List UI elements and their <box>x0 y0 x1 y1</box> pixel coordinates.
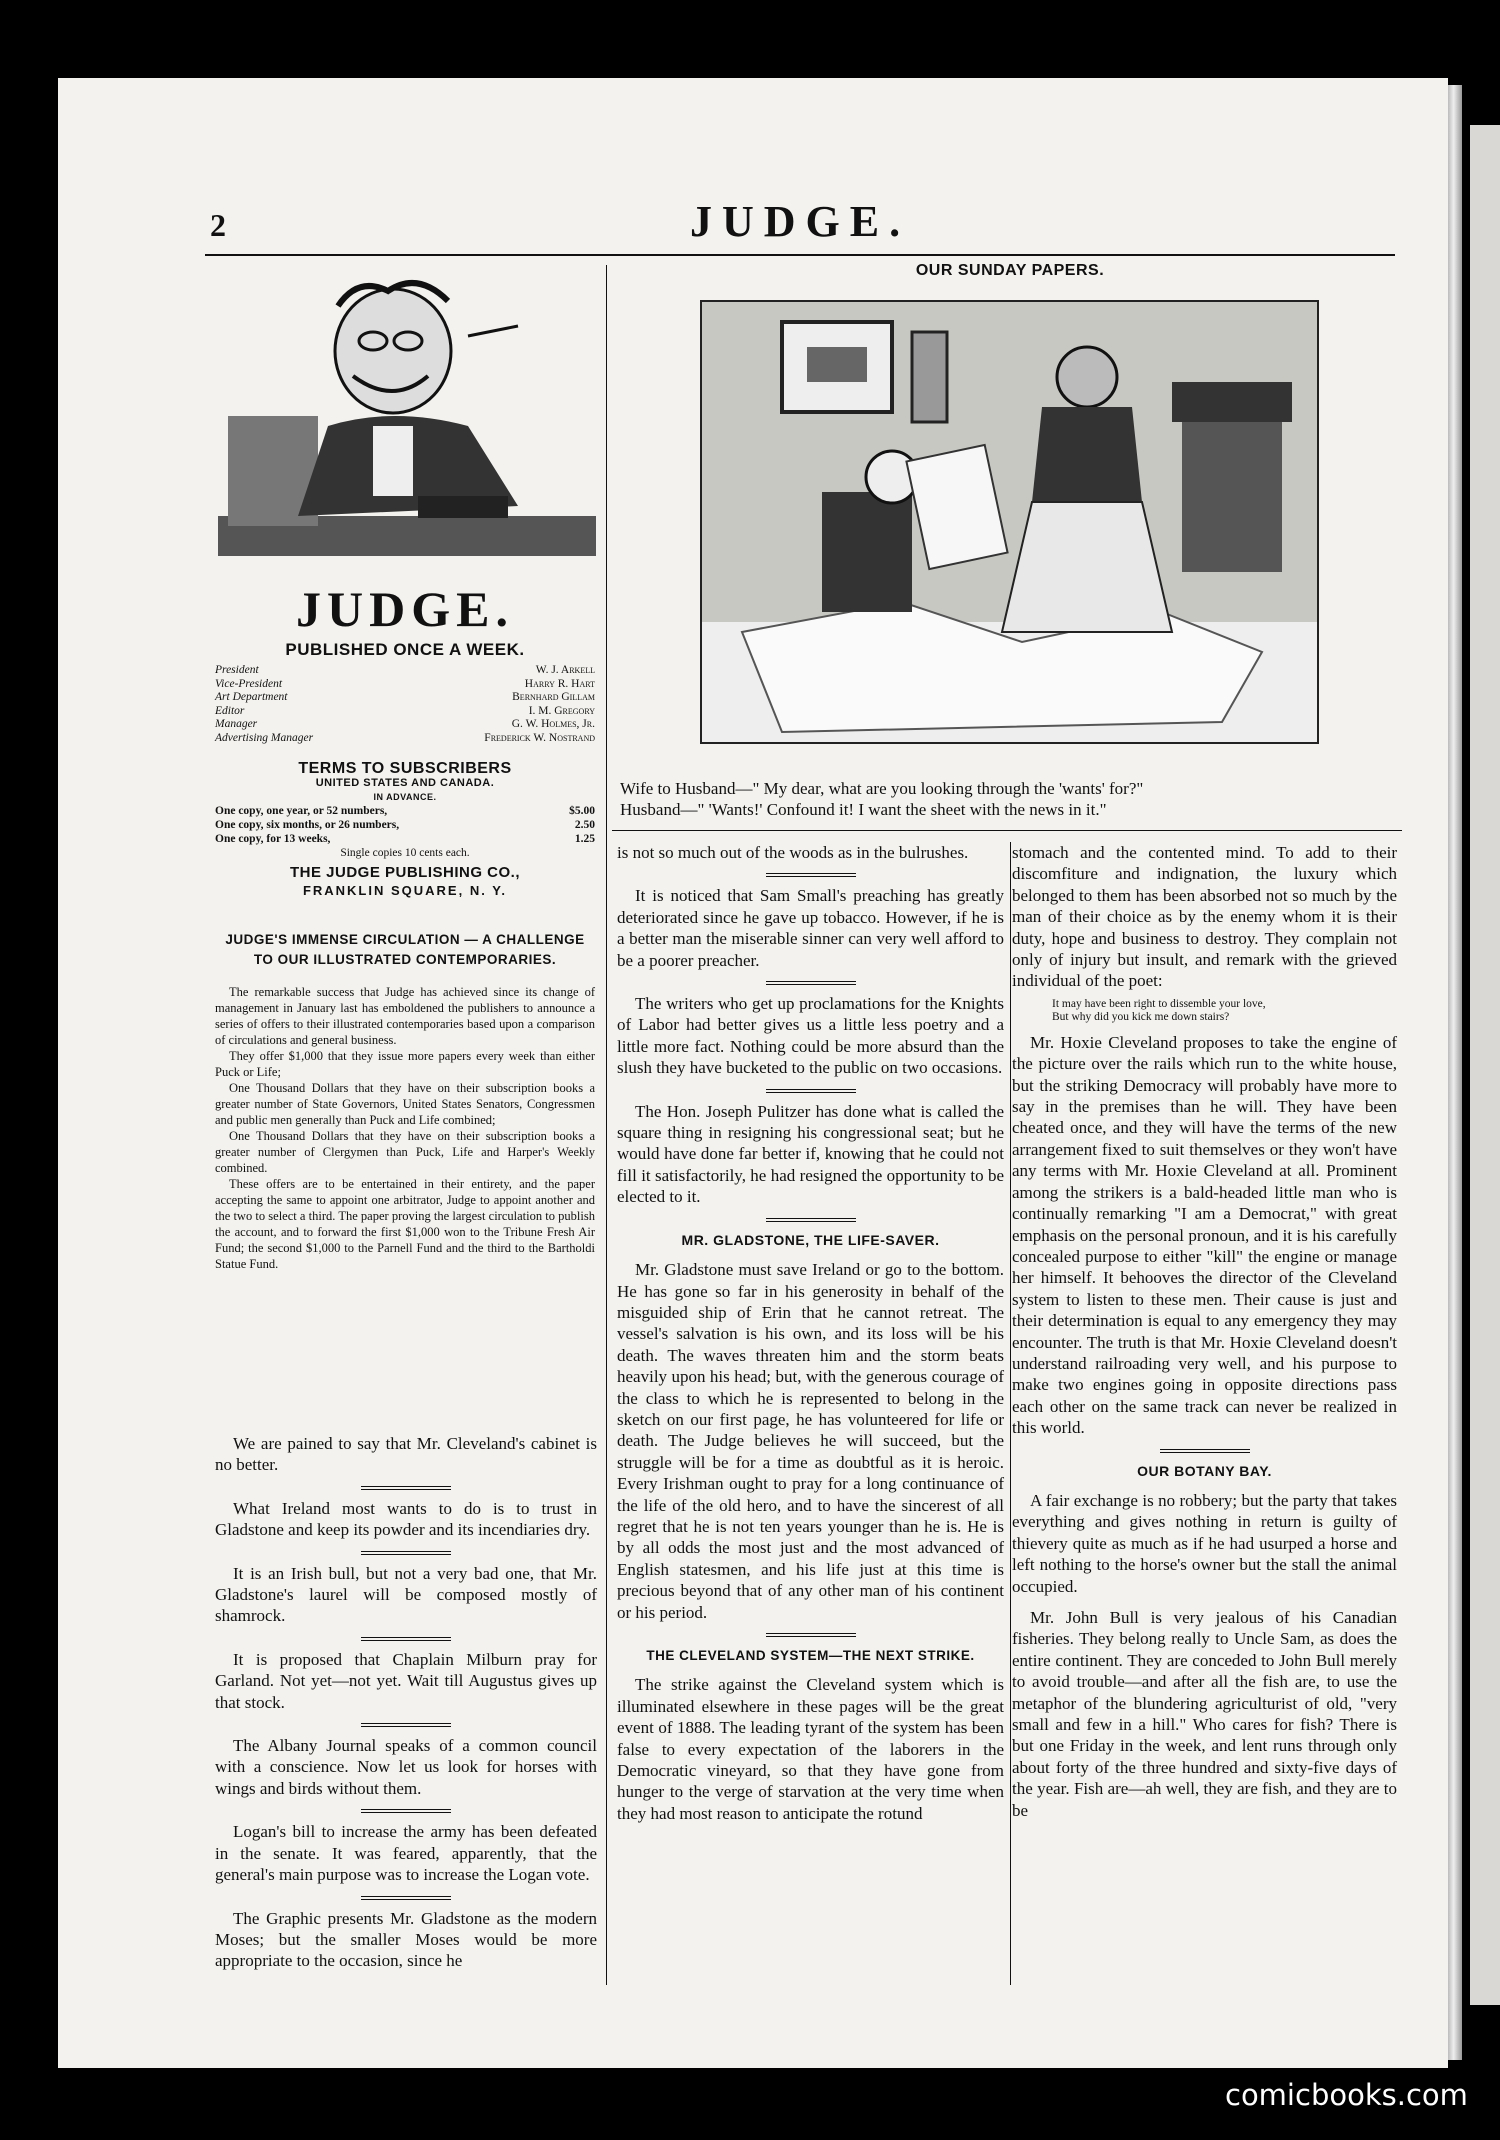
verse-line: It may have been right to dissemble your love, <box>1052 997 1266 1010</box>
botany-heading: OUR BOTANY BAY. <box>1137 1462 1272 1479</box>
cartoon-caption <box>620 778 1390 820</box>
separator <box>361 1809 451 1813</box>
article-para: stomach and the contented mind. To add to their discomfiture and indignation, the luxury which belonged to them has been absorbed not so much by the man of their choice as by the enemy whom it is their duty, hope and business to destroy. They complain not only of injury but insult, and remark with the grieved individual of the poet: <box>1012 843 1397 991</box>
rate-row: One copy, for 13 weeks, 1.25 <box>215 833 595 845</box>
officer-row: President W. J. Arkell <box>215 664 595 676</box>
circulation-para: One Thousand Dollars that they have on their subscription books a greater number of State Governors, United States Senators, Congressmen and public men generally than Puck and Life combined; <box>215 1081 595 1127</box>
article-para: What Ireland most wants to do is to trust in Gladstone and keep its powder and its incendiaries dry. <box>215 1498 597 1540</box>
officer-row: Vice-President Harry R. Hart <box>215 677 595 690</box>
left-column-text <box>215 1433 597 1982</box>
column-rule-2 <box>1010 842 1011 1985</box>
next-page-edge <box>1470 125 1500 2005</box>
subscription-terms <box>215 762 595 898</box>
terms-region: UNITED STATES AND CANADA. <box>315 777 495 789</box>
officer-row: Advertising Manager Frederick W. Nostrand <box>215 731 595 744</box>
terms-advance: IN ADVANCE. <box>373 792 437 802</box>
article-para: It is noticed that Sam Small's preaching has greatly deteriorated since he gave up tobacco. However, if he is a better man the miserable sinner can very well afford to be a poorer preacher. <box>617 886 1004 970</box>
header-rule <box>205 254 1395 256</box>
rate-row: One copy, one year, or 52 numbers, $5.00 <box>215 805 595 817</box>
caption-wife: Wife to Husband—" My dear, what are you looking through the 'wants' for?" <box>620 779 1144 798</box>
gladstone-heading: MR. GLADSTONE, THE LIFE-SAVER. <box>681 1231 940 1248</box>
sunday-papers-cartoon <box>700 300 1319 744</box>
article-para: We are pained to say that Mr. Cleveland's cabinet is no better. <box>215 1434 597 1475</box>
page-number: 2 <box>210 207 226 243</box>
article-para: The strike against the Cleveland system which is illuminated elsewhere in these pages will be the great event of 1888. The leading tyrant of the system has been false to every expectation of the laborers in the Democratic vineyard, so that they have gone from hunger to the verge of starvation at the very time when they had most reason to anticipate the rotund <box>617 1675 1004 1823</box>
separator <box>361 1551 451 1555</box>
article-para: It is an Irish bull, but not a very bad one, that Mr. Gladstone's laurel will be composed mostly of shamrock. <box>215 1563 597 1626</box>
article-para: The writers who get up proclamations for the Knights of Labor had better gives us a little less poetry and a little more fact. Nothing could be more absurd than the slush they have bucketed to the public on two occasions. <box>617 994 1004 1078</box>
cartoon-svg <box>702 302 1317 742</box>
separator <box>361 1637 451 1641</box>
separator <box>766 981 856 985</box>
verse <box>1012 998 1397 1024</box>
judge-figure-illustration <box>218 266 596 566</box>
page-curl <box>1448 85 1462 2060</box>
officers-list <box>215 664 595 746</box>
separator <box>361 1486 451 1490</box>
separator <box>766 1633 856 1637</box>
right-column-text <box>1012 842 1397 1831</box>
cleveland-heading: THE CLEVELAND SYSTEM—THE NEXT STRIKE. <box>646 1648 975 1663</box>
caption-rule <box>612 830 1402 831</box>
article-para: Mr. John Bull is very jealous of his Canadian fisheries. They belong really to Uncle Sam, as does the entire continent. They are conceded to John Bull merely to avoid trouble—and after all the fish are, to use the metaphor of the blundering agriculturist of old, "very small and few in a hill." Who cares for fish? There is but one Friday in the week, and lent runs through only about forty of the three hundred and sixty-five days of the year. Fish are—ah well, they are fish, and they are to be <box>1012 1608 1397 1820</box>
article-para: The Graphic presents Mr. Gladstone as the modern Moses; but the smaller Moses would be more appropriate to the occasion, since he <box>215 1908 597 1971</box>
officer-row: Editor I. M. Gregory <box>215 704 595 717</box>
publisher-address: FRANKLIN SQUARE, N. Y. <box>302 883 508 898</box>
circulation-para: They offer $1,000 that they issue more papers every week than either Puck or Life; <box>215 1049 595 1079</box>
circulation-para: One Thousand Dollars that they have on their subscription books a greater number of Clergymen than Puck, Life and Harper's Weekly combined. <box>215 1129 595 1175</box>
publisher-name: THE JUDGE PUBLISHING CO., <box>289 864 521 881</box>
article-para: It is proposed that Chaplain Milburn pray for Garland. Not yet—not yet. Wait till Augustus gives up that stock. <box>215 1649 597 1712</box>
circulation-para: The remarkable success that Judge has achieved since its change of management in January last has emboldened the publishers to announce a series of offers to their illustrated contemporaries based upon a comparison of circulations and general business. <box>215 985 595 1047</box>
separator <box>766 1089 856 1093</box>
separator <box>1160 1449 1250 1453</box>
circulation-notice <box>215 930 595 1272</box>
masthead: JUDGE. <box>690 197 911 246</box>
circulation-heading: JUDGE'S IMMENSE CIRCULATION — A CHALLENGE TO OUR ILLUSTRATED CONTEMPORARIES. <box>225 932 585 967</box>
column-rule-1 <box>606 265 607 1985</box>
judge-title: JUDGE. <box>296 581 514 637</box>
site-watermark: comicbooks.com <box>1225 2078 1468 2112</box>
cartoon-title: OUR SUNDAY PAPERS. <box>915 262 1105 279</box>
article-para: Mr. Hoxie Cleveland proposes to take the engine of the picture over the rails which run to the white house, but the striking Democracy will probably have more to say in the premises than he will. They have been cheated once, and they will have the terms of the new arrangement fixed to suit themselves or they won't have any terms with Mr. Hoxie Cleveland at all. Prominent among the strikers is a bald-headed little man who is continually remarking "I am a Democrat," with great emphasis on the personal pronoun, and it is his carefully concealed purpose to either "kill" the engine or manage her himself. It behooves the director of the Cleveland system to listen to these men. Their cause is just and their determination is equal to any emergency they may encounter. The truth is that Mr. Hoxie Cleveland doesn't understand railroading very well, and his purpose to make two engines going in opposite directions pass each other on the same track can never be realized in this world. <box>1012 1032 1397 1438</box>
article-para: Mr. Gladstone must save Ireland or go to the bottom. He has gone so far in his generosity in behalf of the misguided ship of Erin that he cannot retreat. The vessel's salvation is his own, and its loss will be his death. The waves threaten him and the storm beats heavily upon his head; but, with the generous courage of the class to which he is represented to belong in the sketch on our first page, he has volunteered for life or death. The Judge believes he will succeed, but the struggle will be for a time as doubtful as it is heroic. Every Irishman ought to pray for a long continuance of the life of the old hero, and to have the sincerest of all regret that he is not ten years younger than he is. He is by all odds the most just and the most advanced of English statesmen, and his life just at this time is precious beyond that of any other man of his continent or his period. <box>617 1260 1004 1622</box>
verse-line: But why did you kick me down stairs? <box>1052 1010 1230 1023</box>
separator <box>361 1723 451 1727</box>
published-line: PUBLISHED ONCE A WEEK. <box>285 640 525 659</box>
circulation-para: These offers are to be entertained in their entirety, and the paper accepting the same to appoint one arbitrator, Judge to appoint another and the two to select a third. The paper proving the largest circulation to publish the account, and to forward the first $1,000 won to the Tribune Fresh Air Fund; the second $1,000 to the Parnell Fund and the third to the Bartholdi Statue Fund. <box>215 1177 595 1271</box>
article-para: A fair exchange is no robbery; but the party that takes everything and gives nothing in return is guilty of thievery quite as much as if he had usurped a horse and left nothing to the horse's owner but the stall the animal occupied. <box>1012 1490 1397 1596</box>
middle-column-text <box>617 842 1004 1834</box>
article-para: is not so much out of the woods as in the bulrushes. <box>617 843 969 862</box>
separator <box>361 1896 451 1900</box>
separator <box>766 1218 856 1222</box>
separator <box>766 873 856 877</box>
article-para: The Albany Journal speaks of a common council with a conscience. Now let us look for horses with wings and birds without them. <box>215 1736 597 1798</box>
judge-figure-svg <box>218 266 596 566</box>
officer-row: Manager G. W. Holmes, Jr. <box>215 718 595 731</box>
single-copy-price: Single copies 10 cents each. <box>340 847 470 859</box>
officer-row: Art Department Bernhard Gillam <box>215 691 595 704</box>
rate-row: One copy, six months, or 26 numbers, 2.50 <box>215 819 595 831</box>
terms-title: TERMS TO SUBSCRIBERS <box>298 760 512 777</box>
article-para: Logan's bill to increase the army has been defeated in the senate. It was feared, apparently, that the general's main purpose was to increase the Logan vote. <box>215 1822 597 1885</box>
left-masthead <box>215 580 595 660</box>
caption-husband: Husband—" 'Wants!' Confound it! I want the sheet with the news in it." <box>620 800 1107 819</box>
article-para: The Hon. Joseph Pulitzer has done what is called the square thing in resigning his congressional seat; but he would have done far better if, knowing that he could not fill it satisfactorily, he had resigned the opportunity to be elected to it. <box>617 1101 1004 1207</box>
